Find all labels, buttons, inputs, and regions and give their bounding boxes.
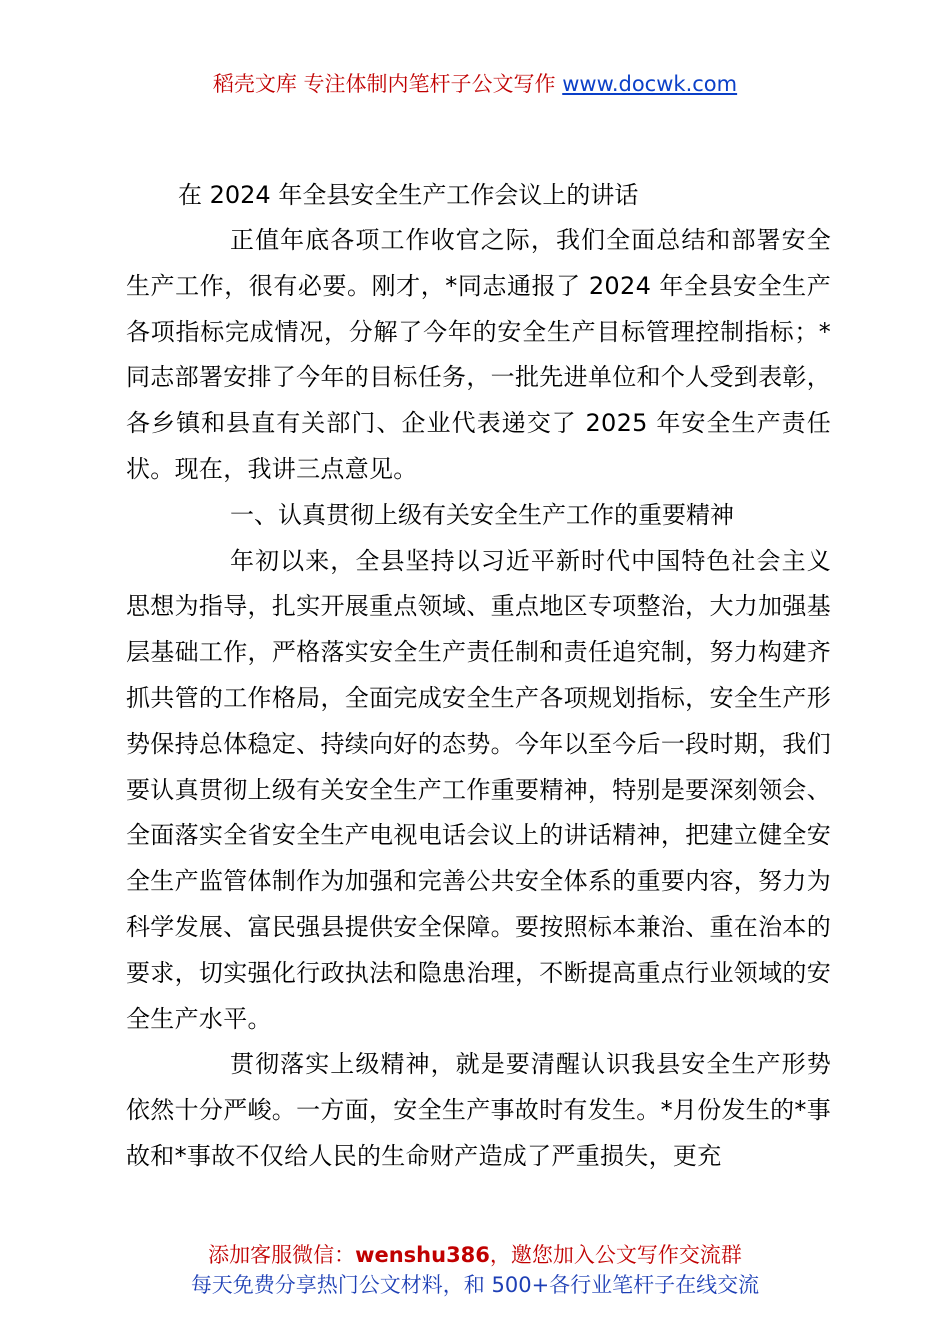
document-body (126, 173, 831, 1180)
intro-paragraph: 正值年底各项工作收官之际，我们全面总结和部署安全生产工作，很有必要。刚才，*同志通报了 2024 年全县安全生产各项指标完成情况，分解了今年的安全生产目标管理控制指标；*同志部署安排了今年的目标任务，一批先进单位和个人受到表彰，各乡镇和县直有关部门、企业代表递交了 2025 年安全生产责任状。现在，我讲三点意见。 (126, 226, 831, 483)
footer-promo-line: 每天免费分享热门公文材料，和 500+各行业笔杆子在线交流 (190, 1273, 760, 1297)
footer-wechat-prefix: 添加客服微信： (208, 1243, 356, 1267)
section-heading: 一、认真贯彻上级有关安全生产工作的重要精神 (230, 500, 734, 529)
body-paragraph: 贯彻落实上级精神，就是要清醒认识我县安全生产形势依然十分严峻。一方面，安全生产事故时有发生。*月份发生的*事故和*事故不仅给人民的生命财产造成了严重损失，更充 (126, 1050, 831, 1170)
header-url-link[interactable]: www.docwk.com (562, 72, 738, 96)
footer-wechat-suffix: ，邀您加入公文写作交流群 (489, 1243, 742, 1267)
page-header (0, 70, 950, 98)
footer-wechat-id: wenshu386 (355, 1243, 490, 1267)
page-footer (0, 1240, 950, 1300)
body-paragraph: 年初以来，全县坚持以习近平新时代中国特色社会主义思想为指导，扎实开展重点领域、重点地区专项整治，大力加强基层基础工作，严格落实安全生产责任制和责任追究制，努力构建齐抓共管的工作格局，全面完成安全生产各项规划指标，安全生产形势保持总体稳定、持续向好的态势。今年以至今后一段时期，我们要认真贯彻上级有关安全生产工作重要精神，特别是要深刻领会、全面落实全省安全生产电视电话会议上的讲话精神，把建立健全安全生产监管体制作为加强和完善公共安全体系的重要内容，努力为科学发展、富民强县提供安全保障。要按照标本兼治、重在治本的要求，切实强化行政执法和隐患治理，不断提高重点行业领域的安全生产水平。 (126, 546, 831, 1033)
document-title: 在 2024 年全县安全生产工作会议上的讲话 (178, 181, 639, 209)
footer-wechat-line (0, 1240, 950, 1270)
header-site-text: 稻壳文库 专注体制内笔杆子公文写作 (212, 72, 563, 96)
